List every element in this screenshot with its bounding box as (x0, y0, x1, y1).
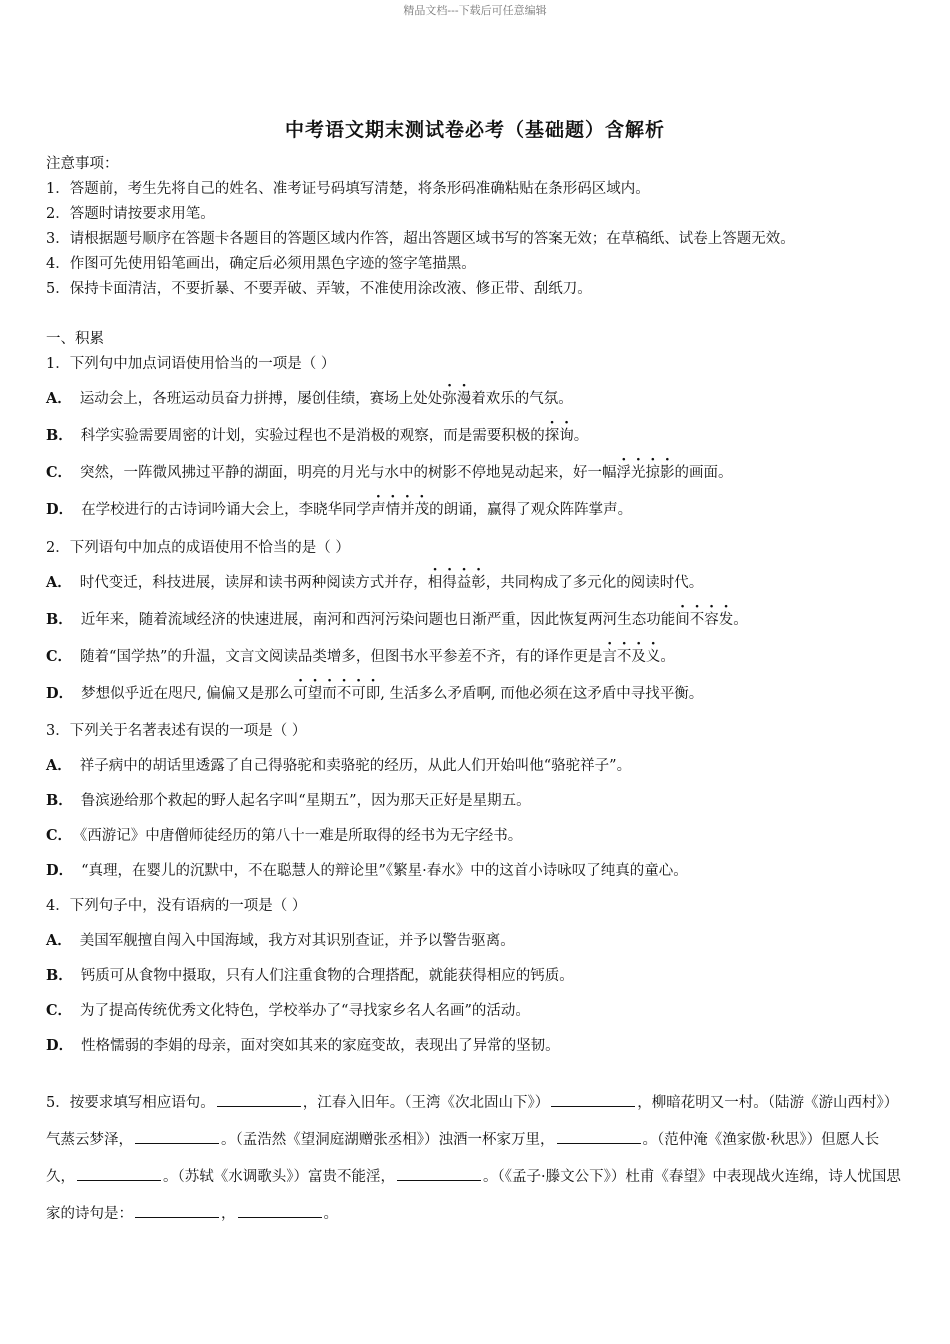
emphasis-char: 可 (351, 686, 366, 702)
option-text: 性格懦弱的李娟的母亲，面对突如其来的家庭变故，表现出了异常的坚韧。 (81, 1038, 560, 1054)
emphasis-char: 及 (631, 649, 646, 665)
question-3-option-d (46, 859, 688, 880)
emphasis-char: 不 (616, 649, 632, 665)
question-5-text: ，江春入旧年。（王湾《次北固山下》） (302, 1095, 550, 1111)
option-text: 着欢乐的气氛。 (471, 391, 573, 407)
emphasis-char: 望 (307, 686, 323, 702)
question-5-text: 。（孟浩然《望洞庭湖赠张丞相》）浊酒一杯家万里， (221, 1132, 555, 1148)
question-5-text: 5．按要求填写相应语句。 (46, 1095, 215, 1111)
watermark: 精品文档---下载后可任意编辑 (403, 4, 547, 17)
option-text: 。 (660, 649, 675, 665)
option-label: D． (46, 1037, 74, 1054)
emphasis-char: 掠 (645, 465, 661, 481)
option-text: 的朗诵，赢得了观众阵阵掌声。 (429, 502, 633, 518)
question-4-option-a (46, 929, 515, 950)
option-text: ，共同构成了多元化的阅读时代。 (485, 575, 704, 591)
question-3-stem: 3．下列关于名著表述有误的一项是（ ） (46, 723, 307, 739)
question-2-option-d (46, 682, 703, 703)
emphasis-char: 漫 (456, 391, 472, 407)
question-5 (46, 1085, 906, 1233)
option-text: 的画面。 (674, 465, 733, 481)
question-1-option-c (46, 461, 733, 482)
option-label: B． (46, 792, 73, 809)
question-3-option-a (46, 754, 631, 775)
question-4-option-d (46, 1034, 560, 1055)
option-text: 为了提高传统优秀文化特色，学校举办了“寻找家乡名人名画”的活动。 (80, 1003, 530, 1019)
emphasis-char: 而 (322, 686, 337, 702)
option-label: C． (46, 1002, 73, 1019)
option-text: 美国军舰擅自闯入中国海域，我方对其识别查证，并予以警告驱离。 (79, 933, 515, 949)
emphasis-char: 间 (675, 612, 690, 628)
answer-blank[interactable] (77, 1168, 161, 1181)
emphasis-char: 浮 (616, 465, 632, 481)
emphasis-char: 情 (385, 502, 401, 518)
dotted-term (602, 649, 660, 665)
emphasis-char: 容 (704, 612, 719, 628)
option-label: B． (46, 427, 73, 444)
option-text: , 生活多么矛盾啊, 而他必须在这矛盾中寻找平衡。 (380, 686, 704, 702)
question-2-option-c (46, 645, 675, 666)
option-text: 突然，一阵微风拂过平静的湖面，明亮的月光与水中的树影不停地晃动起来，好一幅 (80, 465, 617, 481)
question-3-option-b (46, 789, 531, 810)
emphasis-char: 询 (559, 428, 574, 444)
notice-item: 3．请根据题号顺序在答题卡各题目的答题区域内作答，超出答题区域书写的答案无效；在草稿纸、试卷上答题无效。 (46, 231, 795, 247)
option-text: “真理，在婴儿的沉默中，不在聪慧人的辩论里”《繁星·春水》中的这首小诗咏叹了纯真的童心。 (81, 863, 688, 879)
question-2-option-b (46, 608, 748, 629)
option-text: 。 (733, 612, 748, 628)
option-text: 科学实验需要周密的计划，实验过程也不是消极的观察，而是需要积极的 (80, 428, 545, 444)
emphasis-char: 弥 (442, 391, 457, 407)
question-5-text: 。（苏轼《水调歌头》）富贵不能淫， (163, 1169, 395, 1185)
emphasis-char: 可 (293, 686, 308, 702)
answer-blank[interactable] (238, 1205, 322, 1218)
option-text: 近年来，随着流域经济的快速进展，南河和西河污染问题也日渐严重，因此恢复两河生态功能 (80, 612, 676, 628)
option-text: 钙质可从食物中摄取，只有人们注重食物的合理搭配，就能获得相应的钙质。 (80, 968, 574, 984)
option-text: 。 (573, 428, 589, 444)
option-text: 鲁滨逊给那个救起的野人起名字叫“星期五”，因为那天正好是星期五。 (80, 793, 531, 809)
question-4-option-c (46, 999, 530, 1020)
question-2-stem: 2．下列语句中加点的成语使用不恰当的是（ ） (46, 540, 350, 556)
emphasis-char: 声 (371, 502, 386, 518)
option-text: 随着“国学热”的升温，文言文阅读品类增多，但图书水平参差不齐，有的译作更是 (80, 649, 603, 665)
emphasis-char: 不 (336, 686, 352, 702)
answer-blank[interactable] (217, 1094, 301, 1107)
question-5-text: ，柳暗花明又一村。（陆游《游山西村》）气蒸云梦泽， (46, 1095, 899, 1148)
option-label: B． (46, 967, 73, 984)
emphasis-char: 义 (645, 649, 661, 665)
dotted-term (617, 465, 675, 481)
notice-item: 2．答题时请按要求用笔。 (46, 206, 215, 222)
question-2-option-a (46, 571, 703, 592)
option-text: 在学校进行的古诗词吟诵大会上，李晓华同学 (81, 502, 372, 518)
dotted-term (545, 428, 574, 444)
question-5-text: ， (221, 1206, 236, 1222)
section-heading: 一、积累 (46, 331, 104, 347)
option-text: 祥子病中的胡话里透露了自己得骆驼和卖骆驼的经历，从此人们开始叫他“骆驼祥子”。 (79, 758, 632, 774)
emphasis-char: 即 (365, 686, 381, 702)
dotted-term (371, 502, 429, 518)
option-text: 运动会上，各班运动员奋力拼搏，屡创佳绩，赛场上处处 (79, 391, 443, 407)
dotted-term (428, 575, 486, 591)
answer-blank[interactable] (397, 1168, 481, 1181)
option-label: A． (46, 390, 72, 407)
option-label: C． (46, 464, 73, 481)
emphasis-char: 言 (602, 649, 617, 665)
emphasis-char: 益 (456, 575, 472, 591)
answer-blank[interactable] (135, 1205, 219, 1218)
question-5-text: 。 (323, 1206, 338, 1222)
answer-blank[interactable] (557, 1131, 641, 1144)
option-label: A． (46, 932, 72, 949)
emphasis-char: 不 (689, 612, 705, 628)
emphasis-char: 相 (427, 575, 443, 591)
emphasis-char: 发 (718, 612, 734, 628)
option-label: A． (46, 574, 72, 591)
page-title: 中考语文期末测试卷必考（基础题）含解析 (284, 119, 665, 141)
question-5-text: 。（《孟子·滕文公下》）杜甫《春望》中表现战火连绵，诗人忧国思家的诗句是： (46, 1169, 901, 1222)
emphasis-char: 彰 (471, 575, 486, 591)
question-1-option-a (46, 387, 573, 408)
emphasis-char: 光 (631, 465, 646, 481)
emphasis-char: 得 (442, 575, 457, 591)
question-5-text: 。（范仲淹《渔家傲·秋思》）但愿人长久， (46, 1132, 880, 1185)
question-1-stem: 1．下列句中加点词语使用恰当的一项是（ ） (46, 356, 336, 372)
emphasis-char: 影 (660, 465, 675, 481)
option-label: D． (46, 685, 74, 702)
answer-blank[interactable] (135, 1131, 219, 1144)
answer-blank[interactable] (551, 1094, 635, 1107)
option-text: 梦想似乎近在咫尺, 偏偏又是那么 (81, 686, 294, 702)
notice-section (46, 152, 916, 302)
dotted-term (293, 686, 380, 702)
notice-item: 4．作图可先使用铅笔画出，确定后必须用黑色字迹的签字笔描黑。 (46, 256, 476, 272)
option-text: 时代变迁，科技进展，读屏和读书两种阅读方式并存， (79, 575, 428, 591)
question-3-option-c (46, 824, 522, 845)
option-label: D． (46, 862, 74, 879)
option-label: C． (46, 827, 73, 844)
option-label: D． (46, 501, 74, 518)
dotted-term (442, 391, 471, 407)
question-4-stem: 4．下列句子中，没有语病的一项是（ ） (46, 898, 307, 914)
question-1-option-d (46, 498, 632, 519)
emphasis-char: 并 (400, 502, 415, 518)
notice-item: 5．保持卡面清洁，不要折暴、不要弄破、弄皱，不准使用涂改液、修正带、刮纸刀。 (46, 281, 592, 297)
option-label: A． (46, 757, 72, 774)
notice-heading: 注意事项： (46, 156, 119, 172)
option-text: 《西游记》中唐僧师徒经历的第八十一难是所取得的经书为无字经书。 (80, 828, 523, 844)
question-1-option-b (46, 424, 588, 445)
dotted-term (675, 612, 733, 628)
question-4-option-b (46, 964, 574, 985)
emphasis-char: 探 (544, 428, 560, 444)
notice-item: 1．答题前，考生先将自己的姓名、准考证号码填写清楚，将条形码准确粘贴在条形码区域内。 (46, 181, 650, 197)
option-label: C． (46, 648, 73, 665)
emphasis-char: 茂 (414, 502, 430, 518)
option-label: B． (46, 611, 73, 628)
